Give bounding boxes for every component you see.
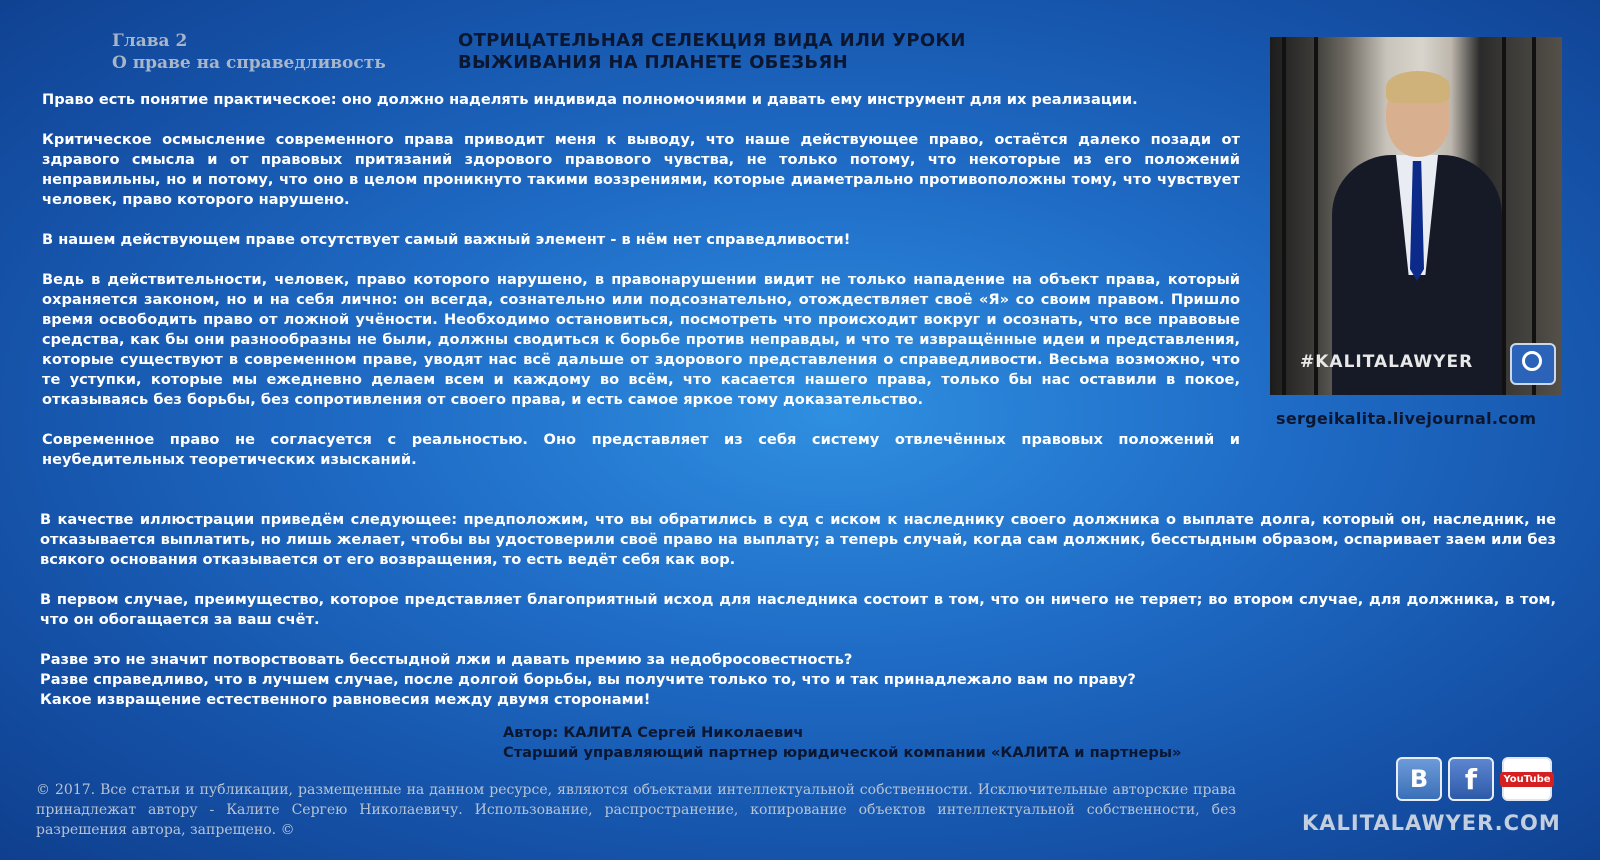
paragraph: В первом случае, преимущество, которое представляет благоприятный исход для наследника состоит в том, что он ничего не теряет; во втором случае, для должника, в том, что он обогащается за ваш счёт. [40,591,1556,628]
copyright-notice: © 2017. Все статьи и публикации, размещенные на данном ресурсе, являются объектами интеллектуальной собственности. Исключительные авторские права принадлежат автору - Калите Сергею Николаевичу. Использование, распространение, копирование объектов интеллектуальной собственности, без разрешения автора, запрещено. © [36,782,1236,838]
globe-logo-icon [1510,343,1556,385]
author-position: Старший управляющий партнер юридической компании «КАЛИТА и партнеры» [503,744,1182,761]
facebook-icon[interactable]: f [1448,757,1494,801]
window-frame [1532,37,1536,395]
author-name: Автор: КАЛИТА Сергей Николаевич [503,724,804,741]
article-title [458,30,966,74]
question-line: Какое извращение естественного равновесия между двумя сторонами! [40,691,651,708]
vk-icon[interactable]: B [1396,757,1442,801]
chapter-number: Глава 2 [112,31,188,51]
author-photo [1270,37,1562,395]
article-body [42,90,1240,490]
window-frame [1282,37,1286,395]
paragraph: В нашем действующем праве отсутствует самый важный элемент - в нём нет справедливости! [42,231,851,248]
paragraph: В качестве иллюстрации приведём следующее: предположим, что вы обратились в суд с иском к наследнику своего должника о выплате долга, который он, наследник, не отказывается выплатить, но лишь желает, чтобы вы удостоверили своё право на выплату; а теперь случай, когда сам должник, бесстыдным образом, оспаривает заем или без всякого основания отказывается от его возвращения, то есть ведёт себя как вор. [40,511,1556,568]
paragraph: Современное право не согласуется с реальностью. Оно представляет из себя систему отвлечённых правовых положений и неубедительных теоретических изысканий. [42,431,1240,468]
question-line: Разве справедливо, что в лучшем случае, после долгой борьбы, вы получите только то, что и так принадлежало вам по праву? [40,671,1136,688]
window-frame [1314,37,1318,395]
paragraph: Критическое осмысление современного права приводит меня к выводу, что наше действующее право, остаётся далеко позади от здравого смысла и от правовых притязаний здорового правового чувства, не только потому, что некоторые из его положений неправильны, но и потому, что оно в целом проникнуто такими воззрениями, которые диаметрально противоположны тому, что чувствует человек, право которого нарушено. [42,131,1240,208]
paragraph: Право есть понятие практическое: оно должно наделять индивида полномочиями и давать ему инструмент для их реализации. [42,91,1138,108]
article-title-line1: ОТРИЦАТЕЛЬНАЯ СЕЛЕКЦИЯ ВИДА ИЛИ УРОКИ [458,30,966,51]
article-title-line2: ВЫЖИВАНИЯ НА ПЛАНЕТЕ ОБЕЗЬЯН [458,52,848,73]
window-frame [1502,37,1506,395]
livejournal-link[interactable]: sergeikalita.livejournal.com [1276,409,1537,428]
question-line: Разве это не значит потворствовать бесстыдной лжи и давать премию за недобросовестность? [40,651,853,668]
chapter-heading [112,30,386,74]
site-link[interactable]: KALITALAWYER.COM [1302,811,1561,835]
author-signature [503,723,1181,763]
article-body-wide [40,510,1556,710]
hashtag-label: #KALITALAWYER [1300,352,1474,372]
youtube-icon[interactable] [1502,757,1552,801]
hair [1386,71,1450,103]
paragraph: Ведь в действительности, человек, право которого нарушено, в правонарушении видит не только нападение на объект права, который охраняется законом, но и на себя лично: он всегда, сознательно или подсознательно, отождествляет своё «Я» со своим правом. Пришло время освободить право от ложной учёности. Необходимо остановиться, посмотреть что происходит вокруг и осознать, что все правовые средства, как бы они разнообразны не были, должны сводиться к борьбе против неправды, и что те извращённые идеи и представления, которые существуют в современном праве, уводят нас всё дальше от здорового представления о справедливости. Весьма возможно, что те уступки, которые мы ежедневно делаем всем и каждому во всём, что касается нашего права, только бы нас оставили в покое, отказываясь без борьбы, без сопротивления от своего права, и есть самое яркое тому доказательство. [42,271,1240,408]
youtube-label: YouTube [1500,772,1553,787]
chapter-title: О праве на справедливость [112,53,386,73]
